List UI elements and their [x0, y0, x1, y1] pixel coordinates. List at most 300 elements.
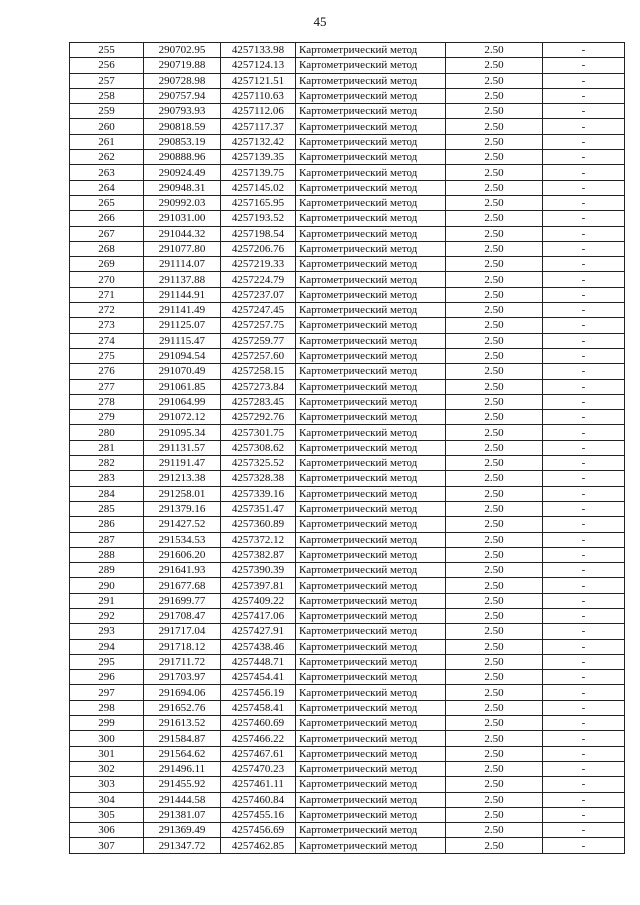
note-cell: - [543, 792, 625, 807]
point-number-cell: 291 [70, 593, 144, 608]
method-cell: Картометрический метод [296, 547, 446, 562]
note-cell: - [543, 43, 625, 58]
note-cell: - [543, 425, 625, 440]
note-cell: - [543, 58, 625, 73]
method-cell: Картометрический метод [296, 394, 446, 409]
accuracy-cell: 2.50 [446, 792, 543, 807]
method-cell: Картометрический метод [296, 593, 446, 608]
table-row [70, 211, 625, 226]
x-coordinate-cell: 291606.20 [144, 547, 221, 562]
y-coordinate-cell: 4257461.11 [221, 777, 296, 792]
point-number-cell: 293 [70, 624, 144, 639]
note-cell: - [543, 88, 625, 103]
method-cell: Картометрический метод [296, 379, 446, 394]
x-coordinate-cell: 291381.07 [144, 807, 221, 822]
y-coordinate-cell: 4257382.87 [221, 547, 296, 562]
point-number-cell: 261 [70, 134, 144, 149]
table-row [70, 318, 625, 333]
point-number-cell: 257 [70, 73, 144, 88]
y-coordinate-cell: 4257112.06 [221, 104, 296, 119]
point-number-cell: 278 [70, 394, 144, 409]
note-cell: - [543, 241, 625, 256]
point-number-cell: 302 [70, 761, 144, 776]
point-number-cell: 292 [70, 608, 144, 623]
table-row [70, 608, 625, 623]
accuracy-cell: 2.50 [446, 440, 543, 455]
x-coordinate-cell: 291137.88 [144, 272, 221, 287]
accuracy-cell: 2.50 [446, 58, 543, 73]
point-number-cell: 268 [70, 241, 144, 256]
table-row [70, 823, 625, 838]
accuracy-cell: 2.50 [446, 807, 543, 822]
note-cell: - [543, 180, 625, 195]
note-cell: - [543, 547, 625, 562]
table-row [70, 440, 625, 455]
accuracy-cell: 2.50 [446, 838, 543, 853]
point-number-cell: 259 [70, 104, 144, 119]
note-cell: - [543, 303, 625, 318]
table-row [70, 746, 625, 761]
table-row [70, 150, 625, 165]
accuracy-cell: 2.50 [446, 43, 543, 58]
y-coordinate-cell: 4257139.35 [221, 150, 296, 165]
x-coordinate-cell: 291061.85 [144, 379, 221, 394]
accuracy-cell: 2.50 [446, 563, 543, 578]
table-row [70, 593, 625, 608]
method-cell: Картометрический метод [296, 226, 446, 241]
y-coordinate-cell: 4257458.41 [221, 700, 296, 715]
note-cell: - [543, 410, 625, 425]
accuracy-cell: 2.50 [446, 486, 543, 501]
y-coordinate-cell: 4257145.02 [221, 180, 296, 195]
method-cell: Картометрический метод [296, 43, 446, 58]
table-row [70, 165, 625, 180]
x-coordinate-cell: 291711.72 [144, 654, 221, 669]
y-coordinate-cell: 4257247.45 [221, 303, 296, 318]
y-coordinate-cell: 4257165.95 [221, 195, 296, 210]
accuracy-cell: 2.50 [446, 593, 543, 608]
y-coordinate-cell: 4257397.81 [221, 578, 296, 593]
table-row [70, 501, 625, 516]
accuracy-cell: 2.50 [446, 471, 543, 486]
table-row [70, 700, 625, 715]
note-cell: - [543, 440, 625, 455]
point-number-cell: 270 [70, 272, 144, 287]
table-row [70, 333, 625, 348]
x-coordinate-cell: 291044.32 [144, 226, 221, 241]
method-cell: Картометрический метод [296, 348, 446, 363]
point-number-cell: 306 [70, 823, 144, 838]
point-number-cell: 264 [70, 180, 144, 195]
x-coordinate-cell: 290924.49 [144, 165, 221, 180]
method-cell: Картометрический метод [296, 670, 446, 685]
accuracy-cell: 2.50 [446, 333, 543, 348]
point-number-cell: 289 [70, 563, 144, 578]
point-number-cell: 286 [70, 517, 144, 532]
y-coordinate-cell: 4257257.75 [221, 318, 296, 333]
x-coordinate-cell: 291613.52 [144, 716, 221, 731]
y-coordinate-cell: 4257466.22 [221, 731, 296, 746]
point-number-cell: 266 [70, 211, 144, 226]
table-row [70, 670, 625, 685]
y-coordinate-cell: 4257448.71 [221, 654, 296, 669]
method-cell: Картометрический метод [296, 104, 446, 119]
x-coordinate-cell: 291379.16 [144, 501, 221, 516]
note-cell: - [543, 624, 625, 639]
y-coordinate-cell: 4257258.15 [221, 364, 296, 379]
point-number-cell: 277 [70, 379, 144, 394]
accuracy-cell: 2.50 [446, 134, 543, 149]
x-coordinate-cell: 290757.94 [144, 88, 221, 103]
table-row [70, 348, 625, 363]
method-cell: Картометрический метод [296, 272, 446, 287]
point-number-cell: 294 [70, 639, 144, 654]
note-cell: - [543, 746, 625, 761]
accuracy-cell: 2.50 [446, 608, 543, 623]
note-cell: - [543, 394, 625, 409]
x-coordinate-cell: 291496.11 [144, 761, 221, 776]
note-cell: - [543, 716, 625, 731]
point-number-cell: 285 [70, 501, 144, 516]
point-number-cell: 283 [70, 471, 144, 486]
note-cell: - [543, 73, 625, 88]
y-coordinate-cell: 4257325.52 [221, 456, 296, 471]
accuracy-cell: 2.50 [446, 150, 543, 165]
x-coordinate-cell: 291584.87 [144, 731, 221, 746]
y-coordinate-cell: 4257110.63 [221, 88, 296, 103]
x-coordinate-cell: 291077.80 [144, 241, 221, 256]
point-number-cell: 282 [70, 456, 144, 471]
x-coordinate-cell: 291455.92 [144, 777, 221, 792]
note-cell: - [543, 119, 625, 134]
method-cell: Картометрический метод [296, 608, 446, 623]
method-cell: Картометрический метод [296, 73, 446, 88]
accuracy-cell: 2.50 [446, 165, 543, 180]
method-cell: Картометрический метод [296, 287, 446, 302]
y-coordinate-cell: 4257224.79 [221, 272, 296, 287]
y-coordinate-cell: 4257455.16 [221, 807, 296, 822]
note-cell: - [543, 318, 625, 333]
y-coordinate-cell: 4257372.12 [221, 532, 296, 547]
x-coordinate-cell: 290793.93 [144, 104, 221, 119]
x-coordinate-cell: 291641.93 [144, 563, 221, 578]
y-coordinate-cell: 4257206.76 [221, 241, 296, 256]
point-number-cell: 271 [70, 287, 144, 302]
y-coordinate-cell: 4257132.42 [221, 134, 296, 149]
table-row [70, 119, 625, 134]
point-number-cell: 304 [70, 792, 144, 807]
table-row [70, 532, 625, 547]
note-cell: - [543, 777, 625, 792]
note-cell: - [543, 823, 625, 838]
note-cell: - [543, 654, 625, 669]
point-number-cell: 305 [70, 807, 144, 822]
accuracy-cell: 2.50 [446, 716, 543, 731]
accuracy-cell: 2.50 [446, 501, 543, 516]
note-cell: - [543, 165, 625, 180]
note-cell: - [543, 150, 625, 165]
x-coordinate-cell: 290719.88 [144, 58, 221, 73]
point-number-cell: 258 [70, 88, 144, 103]
point-number-cell: 301 [70, 746, 144, 761]
method-cell: Картометрический метод [296, 807, 446, 822]
accuracy-cell: 2.50 [446, 670, 543, 685]
note-cell: - [543, 639, 625, 654]
method-cell: Картометрический метод [296, 486, 446, 501]
method-cell: Картометрический метод [296, 792, 446, 807]
point-number-cell: 280 [70, 425, 144, 440]
note-cell: - [543, 838, 625, 853]
point-number-cell: 297 [70, 685, 144, 700]
note-cell: - [543, 532, 625, 547]
method-cell: Картометрический метод [296, 165, 446, 180]
table-row [70, 180, 625, 195]
accuracy-cell: 2.50 [446, 746, 543, 761]
note-cell: - [543, 593, 625, 608]
point-number-cell: 274 [70, 333, 144, 348]
note-cell: - [543, 348, 625, 363]
method-cell: Картометрический метод [296, 532, 446, 547]
note-cell: - [543, 364, 625, 379]
method-cell: Картометрический метод [296, 180, 446, 195]
x-coordinate-cell: 290728.98 [144, 73, 221, 88]
y-coordinate-cell: 4257456.19 [221, 685, 296, 700]
x-coordinate-cell: 291564.62 [144, 746, 221, 761]
accuracy-cell: 2.50 [446, 211, 543, 226]
x-coordinate-cell: 291144.91 [144, 287, 221, 302]
table-row [70, 685, 625, 700]
method-cell: Картометрический метод [296, 823, 446, 838]
note-cell: - [543, 700, 625, 715]
y-coordinate-cell: 4257237.07 [221, 287, 296, 302]
x-coordinate-cell: 291708.47 [144, 608, 221, 623]
method-cell: Картометрический метод [296, 195, 446, 210]
table-row [70, 410, 625, 425]
y-coordinate-cell: 4257117.37 [221, 119, 296, 134]
table-row [70, 624, 625, 639]
method-cell: Картометрический метод [296, 440, 446, 455]
table-row [70, 226, 625, 241]
accuracy-cell: 2.50 [446, 73, 543, 88]
x-coordinate-cell: 291213.38 [144, 471, 221, 486]
method-cell: Картометрический метод [296, 257, 446, 272]
note-cell: - [543, 761, 625, 776]
table-row [70, 777, 625, 792]
note-cell: - [543, 501, 625, 516]
table-row [70, 578, 625, 593]
x-coordinate-cell: 291064.99 [144, 394, 221, 409]
accuracy-cell: 2.50 [446, 394, 543, 409]
note-cell: - [543, 287, 625, 302]
x-coordinate-cell: 291369.49 [144, 823, 221, 838]
y-coordinate-cell: 4257339.16 [221, 486, 296, 501]
method-cell: Картометрический метод [296, 303, 446, 318]
table-row [70, 547, 625, 562]
y-coordinate-cell: 4257460.69 [221, 716, 296, 731]
accuracy-cell: 2.50 [446, 823, 543, 838]
method-cell: Картометрический метод [296, 471, 446, 486]
y-coordinate-cell: 4257121.51 [221, 73, 296, 88]
table-row [70, 134, 625, 149]
x-coordinate-cell: 291031.00 [144, 211, 221, 226]
table-row [70, 88, 625, 103]
accuracy-cell: 2.50 [446, 517, 543, 532]
x-coordinate-cell: 291677.68 [144, 578, 221, 593]
table-row [70, 195, 625, 210]
accuracy-cell: 2.50 [446, 88, 543, 103]
note-cell: - [543, 104, 625, 119]
table-row [70, 761, 625, 776]
method-cell: Картометрический метод [296, 501, 446, 516]
method-cell: Картометрический метод [296, 517, 446, 532]
method-cell: Картометрический метод [296, 241, 446, 256]
method-cell: Картометрический метод [296, 425, 446, 440]
note-cell: - [543, 731, 625, 746]
y-coordinate-cell: 4257292.76 [221, 410, 296, 425]
note-cell: - [543, 195, 625, 210]
table-row [70, 394, 625, 409]
table-row [70, 43, 625, 58]
y-coordinate-cell: 4257438.46 [221, 639, 296, 654]
x-coordinate-cell: 290992.03 [144, 195, 221, 210]
point-number-cell: 284 [70, 486, 144, 501]
accuracy-cell: 2.50 [446, 700, 543, 715]
point-number-cell: 288 [70, 547, 144, 562]
note-cell: - [543, 257, 625, 272]
accuracy-cell: 2.50 [446, 180, 543, 195]
accuracy-cell: 2.50 [446, 226, 543, 241]
x-coordinate-cell: 291258.01 [144, 486, 221, 501]
point-number-cell: 263 [70, 165, 144, 180]
y-coordinate-cell: 4257427.91 [221, 624, 296, 639]
table-row [70, 364, 625, 379]
method-cell: Картометрический метод [296, 150, 446, 165]
y-coordinate-cell: 4257283.45 [221, 394, 296, 409]
table-row [70, 73, 625, 88]
accuracy-cell: 2.50 [446, 287, 543, 302]
note-cell: - [543, 517, 625, 532]
x-coordinate-cell: 290818.59 [144, 119, 221, 134]
note-cell: - [543, 226, 625, 241]
table-row [70, 716, 625, 731]
note-cell: - [543, 134, 625, 149]
method-cell: Картометрический метод [296, 746, 446, 761]
table-row [70, 517, 625, 532]
x-coordinate-cell: 291072.12 [144, 410, 221, 425]
accuracy-cell: 2.50 [446, 104, 543, 119]
accuracy-cell: 2.50 [446, 379, 543, 394]
y-coordinate-cell: 4257259.77 [221, 333, 296, 348]
coordinates-table [69, 42, 625, 854]
method-cell: Картометрический метод [296, 639, 446, 654]
accuracy-cell: 2.50 [446, 761, 543, 776]
method-cell: Картометрический метод [296, 624, 446, 639]
y-coordinate-cell: 4257467.61 [221, 746, 296, 761]
note-cell: - [543, 333, 625, 348]
accuracy-cell: 2.50 [446, 639, 543, 654]
x-coordinate-cell: 290702.95 [144, 43, 221, 58]
x-coordinate-cell: 291114.07 [144, 257, 221, 272]
x-coordinate-cell: 290853.19 [144, 134, 221, 149]
method-cell: Картометрический метод [296, 88, 446, 103]
method-cell: Картометрический метод [296, 578, 446, 593]
table-row [70, 104, 625, 119]
x-coordinate-cell: 290948.31 [144, 180, 221, 195]
table-row [70, 241, 625, 256]
x-coordinate-cell: 291191.47 [144, 456, 221, 471]
point-number-cell: 276 [70, 364, 144, 379]
accuracy-cell: 2.50 [446, 685, 543, 700]
point-number-cell: 255 [70, 43, 144, 58]
method-cell: Картометрический метод [296, 685, 446, 700]
y-coordinate-cell: 4257417.06 [221, 608, 296, 623]
table-row [70, 425, 625, 440]
method-cell: Картометрический метод [296, 456, 446, 471]
accuracy-cell: 2.50 [446, 547, 543, 562]
y-coordinate-cell: 4257470.23 [221, 761, 296, 776]
x-coordinate-cell: 291699.77 [144, 593, 221, 608]
accuracy-cell: 2.50 [446, 456, 543, 471]
x-coordinate-cell: 291694.06 [144, 685, 221, 700]
y-coordinate-cell: 4257390.39 [221, 563, 296, 578]
note-cell: - [543, 563, 625, 578]
table-row [70, 807, 625, 822]
point-number-cell: 299 [70, 716, 144, 731]
table-row [70, 792, 625, 807]
accuracy-cell: 2.50 [446, 195, 543, 210]
method-cell: Картометрический метод [296, 777, 446, 792]
method-cell: Картометрический метод [296, 119, 446, 134]
point-number-cell: 273 [70, 318, 144, 333]
point-number-cell: 307 [70, 838, 144, 853]
x-coordinate-cell: 291141.49 [144, 303, 221, 318]
method-cell: Картометрический метод [296, 318, 446, 333]
method-cell: Картометрический метод [296, 410, 446, 425]
method-cell: Картометрический метод [296, 364, 446, 379]
x-coordinate-cell: 291717.04 [144, 624, 221, 639]
accuracy-cell: 2.50 [446, 731, 543, 746]
x-coordinate-cell: 291718.12 [144, 639, 221, 654]
table-row [70, 257, 625, 272]
y-coordinate-cell: 4257456.69 [221, 823, 296, 838]
accuracy-cell: 2.50 [446, 410, 543, 425]
accuracy-cell: 2.50 [446, 624, 543, 639]
table-row [70, 731, 625, 746]
accuracy-cell: 2.50 [446, 318, 543, 333]
note-cell: - [543, 456, 625, 471]
method-cell: Картометрический метод [296, 333, 446, 348]
method-cell: Картометрический метод [296, 58, 446, 73]
x-coordinate-cell: 291703.97 [144, 670, 221, 685]
x-coordinate-cell: 291094.54 [144, 348, 221, 363]
note-cell: - [543, 486, 625, 501]
point-number-cell: 298 [70, 700, 144, 715]
x-coordinate-cell: 291125.07 [144, 318, 221, 333]
method-cell: Картометрический метод [296, 134, 446, 149]
accuracy-cell: 2.50 [446, 532, 543, 547]
point-number-cell: 260 [70, 119, 144, 134]
accuracy-cell: 2.50 [446, 364, 543, 379]
y-coordinate-cell: 4257139.75 [221, 165, 296, 180]
note-cell: - [543, 685, 625, 700]
page-number: 45 [313, 14, 327, 29]
point-number-cell: 300 [70, 731, 144, 746]
point-number-cell: 295 [70, 654, 144, 669]
note-cell: - [543, 807, 625, 822]
point-number-cell: 265 [70, 195, 144, 210]
point-number-cell: 281 [70, 440, 144, 455]
table-row [70, 272, 625, 287]
